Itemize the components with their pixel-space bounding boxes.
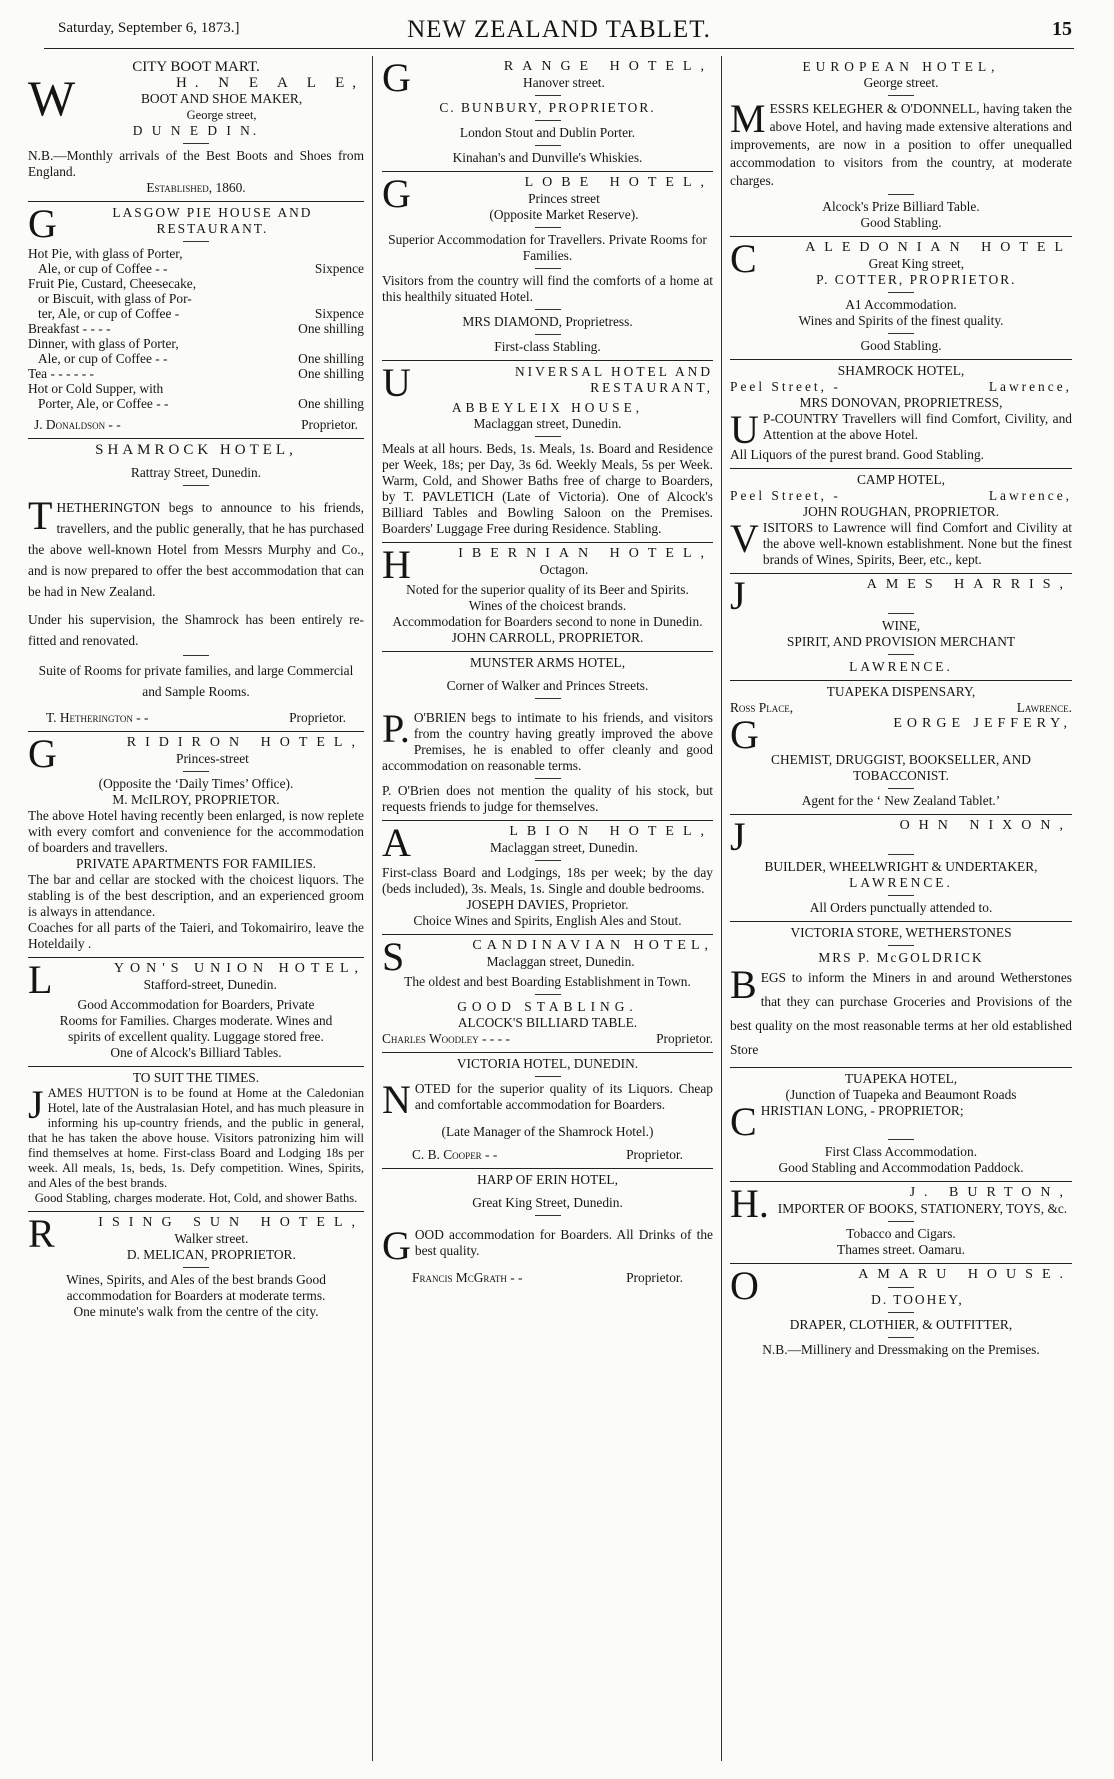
drop-cap: G bbox=[28, 201, 57, 246]
proprietor-name: Charles Woodley - - - - bbox=[382, 1031, 510, 1046]
divider bbox=[535, 778, 561, 779]
menu-price: One shilling bbox=[298, 366, 364, 381]
ad-tuapeka-hotel bbox=[730, 1068, 1072, 1182]
ad-header: TO SUIT THE TIMES. bbox=[132, 1070, 260, 1085]
drop-cap: R bbox=[28, 1211, 55, 1256]
ad-proprietor: JOHN ROUGHAN, PROPRIETOR. bbox=[802, 504, 1000, 519]
divider bbox=[888, 333, 914, 334]
ad-line: GOOD STABLING. bbox=[457, 999, 638, 1014]
column-3 bbox=[730, 56, 1072, 1761]
ad-body: Wines, Spirits, and Ales of the best brands Good accommodation for Boarders at moderate terms. bbox=[66, 1272, 326, 1303]
drop-cap: H bbox=[382, 542, 411, 587]
ad-line: ALCOCK'S BILLIARD TABLE. bbox=[457, 1015, 638, 1030]
drop-cap: W bbox=[28, 70, 76, 126]
divider bbox=[535, 268, 561, 269]
ad-street: Maclaggan street, Dunedin. bbox=[473, 416, 622, 431]
menu-item: ter, Ale, or cup of Coffee - bbox=[38, 306, 180, 321]
menu-item: or Biscuit, with glass of Por- bbox=[38, 291, 192, 306]
ad-street: George street. bbox=[863, 75, 939, 90]
divider bbox=[888, 292, 914, 293]
proprietor-line bbox=[28, 417, 364, 433]
ad-street: Princes street bbox=[528, 191, 600, 206]
divider bbox=[535, 145, 561, 146]
menu-item: Dinner, with glass of Porter, bbox=[28, 336, 179, 351]
ad-body: The oldest and best Boarding Establishment in Town. bbox=[404, 974, 691, 989]
drop-cap: U bbox=[382, 360, 411, 405]
divider bbox=[183, 1267, 209, 1268]
ad-hibernian-hotel bbox=[382, 543, 713, 652]
drop-cap: G bbox=[730, 712, 759, 757]
price-row bbox=[28, 321, 364, 336]
proprietor-line bbox=[382, 1147, 713, 1163]
ad-body: P. O'Brien does not mention the quality of his stock, but requests friends to judge for themselves. bbox=[382, 783, 713, 814]
ad-title: RIDIRON HOTEL, bbox=[126, 735, 364, 750]
ad-line: SPIRIT, AND PROVISION MERCHANT bbox=[786, 634, 1016, 649]
ad-proprietor: MRS DIAMOND, Proprietress. bbox=[462, 314, 633, 329]
drop-cap: C bbox=[730, 1099, 757, 1144]
divider bbox=[183, 655, 209, 656]
ad-title: TUAPEKA DISPENSARY, bbox=[826, 684, 976, 699]
ad-name: H. N E A L E, bbox=[175, 75, 364, 91]
drop-cap: T bbox=[28, 493, 53, 538]
town-name: Lawrence, bbox=[988, 488, 1072, 503]
ad-line: Accommodation for Boarders second to none in Dunedin. bbox=[392, 614, 703, 629]
divider bbox=[888, 895, 914, 896]
ad-body: Superior Accommodation for Travellers. Private Rooms for Families. bbox=[388, 232, 707, 263]
ad-european-hotel bbox=[730, 56, 1072, 237]
ad-street bbox=[730, 700, 1072, 716]
drop-cap: G bbox=[28, 731, 57, 776]
menu-item: Hot Pie, with glass of Porter, bbox=[28, 246, 183, 261]
ad-note: N.B.—Monthly arrivals of the Best Boots and Shoes from England. bbox=[28, 148, 364, 179]
ad-header: CITY BOOT MART. bbox=[132, 59, 260, 75]
drop-cap: J bbox=[28, 1082, 44, 1127]
ad-victoria-hotel bbox=[382, 1053, 713, 1169]
ad-munster-arms-hotel bbox=[382, 652, 713, 821]
ad-trade: IMPORTER OF BOOKS, STATIONERY, TOYS, &c. bbox=[777, 1201, 1068, 1216]
price-row bbox=[28, 351, 364, 366]
ad-line: Wines of the choicest brands. bbox=[468, 598, 627, 613]
column-rule bbox=[372, 56, 373, 1761]
ad-body: OOD accommodation for Boarders. All Drinks of the best quality. bbox=[414, 1227, 713, 1258]
menu-item: Hot or Cold Supper, with bbox=[28, 381, 164, 396]
proprietor-name: T. Hetherington - - bbox=[46, 710, 149, 725]
ad-house: ABBEYLEIX HOUSE, bbox=[451, 400, 644, 415]
proprietor-label: Proprietor. bbox=[626, 1147, 683, 1162]
ad-body: Good Accommodation for Boarders, Private Rooms for Families. Charges moderate. Wines and spirits of excellent quality. Luggage stored free. One of Alcock's Billiard Tables. bbox=[59, 997, 333, 1060]
proprietor-label: Proprietor. bbox=[626, 1270, 683, 1285]
drop-cap: G bbox=[382, 171, 411, 216]
price-row bbox=[28, 246, 364, 261]
ad-street: Maclaggan street, Dunedin. bbox=[486, 954, 635, 969]
ad-line: Good Stabling. bbox=[860, 338, 942, 353]
ad-lyons-union-hotel bbox=[28, 958, 364, 1067]
divider bbox=[535, 1076, 561, 1077]
ad-body: Good Stabling, charges moderate. Hot, Cold, and shower Baths. bbox=[34, 1191, 358, 1205]
divider bbox=[535, 227, 561, 228]
ad-shamrock-hotel bbox=[28, 439, 364, 732]
proprietor-label: Proprietor. bbox=[289, 710, 346, 725]
proprietor-line bbox=[28, 710, 364, 726]
masthead bbox=[44, 14, 1074, 49]
ad-line: Choice Wines and Spirits, English Ales and Stout. bbox=[413, 913, 682, 928]
town-name: Lawrence, bbox=[988, 379, 1072, 394]
ad-street: Great King Street, Dunedin. bbox=[472, 1195, 623, 1210]
ad-street: Maclaggan street, Dunedin. bbox=[489, 840, 638, 855]
ad-title: HARP OF ERIN HOTEL, bbox=[477, 1172, 618, 1187]
ad-body: ESSRS KELEGHER & O'DONNELL, having taken the above Hotel, and having made extensive alterations and improvements, are now in a position to offer unequalled accommodation to visitors from the country, at moderate charges. bbox=[730, 101, 1072, 188]
menu-price: Sixpence bbox=[314, 261, 364, 276]
price-row bbox=[28, 396, 364, 411]
ad-note: (Junction of Tuapeka and Beaumont Roads bbox=[785, 1087, 1017, 1102]
ad-proprietor: P. COTTER, PROPRIETOR. bbox=[816, 272, 1017, 287]
page-number: 15 bbox=[1052, 18, 1072, 40]
ad-to-suit-the-times bbox=[28, 1067, 364, 1212]
divider bbox=[535, 994, 561, 995]
ad-street bbox=[730, 488, 1072, 504]
ad-line: Wines and Spirits of the finest quality. bbox=[798, 313, 1004, 328]
ad-body: EGS to inform the Miners in and around Wetherstones that they can purchase Groceries and Provisions of the best quality on the most reasonable terms at her old established Store bbox=[730, 970, 1072, 1057]
ad-title: ALEDONIAN HOTEL bbox=[805, 240, 1072, 255]
ad-title: CAMP HOTEL, bbox=[856, 472, 946, 487]
divider bbox=[183, 771, 209, 772]
ad-proprietor: JOSEPH DAVIES, Proprietor. bbox=[466, 897, 629, 912]
ad-subhead: PRIVATE APARTMENTS FOR FAMILIES. bbox=[75, 856, 317, 871]
ad-name: MRS P. McGOLDRICK bbox=[818, 950, 984, 965]
ad-trade: BUILDER, WHEELWRIGHT & UNDERTAKER, bbox=[764, 859, 1038, 874]
ad-body: Meals at all hours. Beds, 1s. Meals, 1s. Board and Residence per Week, 18s; per Day, 3s 6d. Weekly Meals, 5s per Week. Warm, Cold, and Shower Baths free of charge to Boarders, by T. PAVLETICH (Late of Victoria). One of Alcock's Billiard Tables and Bowling Saloon on the Premises. Boarders' Luggage Free during Residence. Stabling. bbox=[382, 441, 713, 536]
ad-name: EORGE JEFFERY, bbox=[893, 716, 1072, 731]
menu-price: One shilling bbox=[298, 351, 364, 366]
ad-body: HETHERINGTON begs to announce to his friends, travellers, and the public generally, that he has purchased the above well-known Hotel from Messrs Murphy and Co., and is now prepared to offer the best accommodation that can be had in New Zealand. bbox=[28, 500, 364, 599]
divider bbox=[888, 854, 914, 855]
price-row bbox=[28, 366, 364, 381]
ad-body: ISITORS to Lawrence will find Comfort and Civility at the above well-known establishment. None but the finest brands of Wines, Spirits, Beer, etc., kept. bbox=[762, 520, 1072, 567]
ad-glasgow-pie-house bbox=[28, 202, 364, 439]
issue-date: Saturday, September 6, 1873.] bbox=[58, 20, 240, 36]
ad-albion-hotel bbox=[382, 821, 713, 935]
ad-title: ISING SUN HOTEL, bbox=[98, 1215, 364, 1230]
divider bbox=[535, 436, 561, 437]
ad-title: LBION HOTEL, bbox=[509, 824, 713, 839]
ad-line: Good Stabling and Accommodation Paddock. bbox=[778, 1160, 1024, 1175]
ad-body: AMES HUTTON is to be found at Home at the Caledonian Hotel, late of the Australasian Hotel, and has much pleasure in informing his up-country friends, and the public in general, that he has taken the above house. Visitors patronizing him will find themselves at home. First-class Board and Lodging 18s per week. All meals, 1s, beds, 1s. Defy competition. Wines, Spirits, and Ales of the best brands. bbox=[28, 1086, 364, 1190]
divider bbox=[535, 860, 561, 861]
ad-proprietor: JOHN CARROLL, PROPRIETOR. bbox=[451, 630, 644, 645]
menu-item: Tea - - - - - - bbox=[28, 366, 94, 381]
ad-title: SHAMROCK HOTEL, bbox=[95, 442, 297, 458]
price-list bbox=[28, 246, 364, 411]
drop-cap: B bbox=[730, 962, 757, 1007]
ad-title: J. BURTON, bbox=[909, 1185, 1072, 1200]
ad-street: George street, bbox=[186, 108, 257, 122]
column-1 bbox=[28, 56, 364, 1761]
price-row bbox=[28, 306, 364, 321]
proprietor-line bbox=[382, 1031, 713, 1047]
divider bbox=[888, 1337, 914, 1338]
ad-title: IBERNIAN HOTEL, bbox=[458, 546, 713, 561]
divider bbox=[183, 241, 209, 242]
newspaper-title: NEW ZEALAND TABLET. bbox=[407, 16, 711, 43]
ad-scandinavian-hotel bbox=[382, 935, 713, 1053]
proprietor-label: Proprietor. bbox=[656, 1031, 713, 1046]
divider bbox=[888, 1312, 914, 1313]
ad-title: SHAMROCK HOTEL, bbox=[837, 363, 965, 378]
divider bbox=[535, 698, 561, 699]
ad-street: Hanover street. bbox=[523, 75, 605, 90]
menu-item: Porter, Ale, or Coffee - - bbox=[38, 396, 169, 411]
ad-rising-sun-hotel bbox=[28, 1212, 364, 1325]
ad-line: Good Stabling. bbox=[860, 215, 942, 230]
ad-title: EUROPEAN HOTEL, bbox=[802, 59, 1000, 74]
divider bbox=[888, 1221, 914, 1222]
ad-proprietor: C. BUNBURY, PROPRIETOR. bbox=[439, 100, 656, 115]
ad-street: Princes-street bbox=[176, 751, 249, 766]
ad-proprietor: HRISTIAN LONG, - PROPRIETOR; bbox=[760, 1103, 964, 1118]
divider bbox=[535, 309, 561, 310]
ad-victoria-store bbox=[730, 922, 1072, 1068]
ad-body: O'BRIEN begs to intimate to his friends, and visitors from the country having greatly improved the above Premises, he is enabled to offer cleanly and good accommodation on reasonable terms. bbox=[382, 710, 713, 773]
ad-trade: BOOT AND SHOE MAKER, bbox=[141, 91, 303, 106]
drop-cap: S bbox=[382, 934, 405, 979]
divider bbox=[888, 945, 914, 946]
ad-line: (Late Manager of the Shamrock Hotel.) bbox=[441, 1124, 654, 1139]
ad-title: AMARU HOUSE. bbox=[858, 1267, 1072, 1282]
ad-oamaru-house bbox=[730, 1264, 1072, 1363]
ad-line: N.B.—Millinery and Dressmaking on the Premises. bbox=[762, 1342, 1040, 1357]
ad-body: Under his supervision, the Shamrock has been entirely re-fitted and renovated. bbox=[28, 612, 364, 648]
ad-line: WINE, bbox=[881, 618, 921, 633]
menu-price: One shilling bbox=[298, 321, 364, 336]
divider bbox=[888, 1287, 914, 1288]
ad-street: Rattray Street, Dunedin. bbox=[130, 465, 262, 480]
ad-j-burton bbox=[730, 1182, 1072, 1264]
ad-body: Noted for the superior quality of its Beer and Spirits. bbox=[406, 582, 689, 597]
drop-cap: U bbox=[730, 407, 759, 452]
column-2 bbox=[382, 56, 713, 1761]
ad-caledonian-hotel bbox=[730, 237, 1072, 360]
drop-cap: M bbox=[730, 96, 766, 141]
ad-street: Stafford-street, Dunedin. bbox=[143, 977, 277, 992]
ad-gridiron-hotel bbox=[28, 732, 364, 958]
menu-item: Fruit Pie, Custard, Cheesecake, bbox=[28, 276, 197, 291]
ad-body: All Liquors of the purest brand. Good Stabling. bbox=[730, 447, 985, 462]
divider bbox=[535, 334, 561, 335]
ad-line: Kinahan's and Dunville's Whiskies. bbox=[452, 150, 643, 165]
ad-line: First-class Stabling. bbox=[494, 339, 601, 354]
ad-established: Established, 1860. bbox=[146, 180, 246, 195]
ad-line: Agent for the ‘ New Zealand Tablet.’ bbox=[801, 793, 1001, 808]
proprietor-line bbox=[382, 1270, 713, 1286]
ad-line: Alcock's Prize Billiard Table. bbox=[822, 199, 980, 214]
ad-line: LAWRENCE. bbox=[849, 659, 953, 674]
ad-body: P-COUNTRY Travellers will find Comfort, Civility, and Attention at the above Hotel. bbox=[762, 411, 1072, 442]
proprietor-label: Proprietor. bbox=[301, 417, 358, 432]
ad-title: RANGE HOTEL, bbox=[503, 59, 713, 74]
ad-title: LASGOW PIE HOUSE AND RESTAURANT. bbox=[112, 205, 313, 236]
price-row bbox=[28, 276, 364, 291]
ad-line: Tobacco and Cigars. bbox=[846, 1226, 956, 1241]
ad-title: NIVERSAL HOTEL AND RESTAURANT, bbox=[514, 364, 713, 395]
menu-item: Ale, or cup of Coffee - - bbox=[38, 351, 168, 366]
ad-city-boot-mart bbox=[28, 56, 364, 202]
ad-title: TUAPEKA HOTEL, bbox=[844, 1071, 958, 1086]
street-name: Peel Street, - bbox=[730, 379, 841, 394]
ad-line: All Orders punctually attended to. bbox=[809, 900, 993, 915]
town-name: Lawrence. bbox=[1016, 700, 1072, 715]
drop-cap: N bbox=[382, 1077, 411, 1122]
proprietor-name: J. Donaldson - - bbox=[34, 417, 121, 432]
ad-trade: DRAPER, CLOTHIER, & OUTFITTER, bbox=[789, 1317, 1013, 1332]
ad-globe-hotel bbox=[382, 172, 713, 361]
ad-street: Walker street. bbox=[174, 1231, 249, 1246]
ad-street: Great King street, bbox=[868, 256, 965, 271]
ad-universal-hotel bbox=[382, 361, 713, 543]
ad-street bbox=[730, 379, 1072, 395]
ad-line: Thames street. Oamaru. bbox=[837, 1242, 965, 1257]
divider bbox=[888, 95, 914, 96]
divider bbox=[183, 143, 209, 144]
ad-proprietor: D. TOOHEY, bbox=[871, 1292, 964, 1307]
drop-cap: P. bbox=[382, 706, 410, 751]
ad-line: London Stout and Dublin Porter. bbox=[459, 125, 636, 140]
drop-cap: A bbox=[382, 820, 411, 865]
ad-title: OHN NIXON, bbox=[899, 818, 1072, 833]
ad-proprietor: M. McILROY, PROPRIETOR. bbox=[112, 792, 280, 807]
divider bbox=[888, 613, 914, 614]
drop-cap: L bbox=[28, 957, 53, 1002]
ad-trade: CHEMIST, DRUGGIST, BOOKSELLER, AND TOBACCONIST. bbox=[771, 752, 1031, 783]
ad-note: (Opposite the ‘Daily Times’ Office). bbox=[98, 776, 294, 791]
price-row bbox=[28, 261, 364, 276]
ad-body: Suite of Rooms for private families, and large Commercial and Sample Rooms. bbox=[38, 663, 354, 699]
divider bbox=[535, 95, 561, 96]
ad-body: Visitors from the country will find the comforts of a home at this healthily situated Hotel. bbox=[382, 273, 713, 304]
drop-cap: V bbox=[730, 516, 759, 561]
divider bbox=[888, 1139, 914, 1140]
ad-body: One minute's walk from the centre of the city. bbox=[73, 1304, 319, 1319]
column-rule bbox=[721, 56, 722, 1761]
ad-note: (Opposite Market Reserve). bbox=[489, 207, 639, 222]
menu-price: One shilling bbox=[298, 396, 364, 411]
drop-cap: C bbox=[730, 236, 757, 281]
menu-item: Breakfast - - - - bbox=[28, 321, 111, 336]
ad-title: YON'S UNION HOTEL, bbox=[113, 961, 364, 976]
ad-title: AMES HARRIS, bbox=[866, 577, 1072, 592]
ad-title: CANDINAVIAN HOTEL, bbox=[472, 938, 713, 953]
ad-grange-hotel bbox=[382, 56, 713, 172]
divider bbox=[888, 788, 914, 789]
ad-city: D U N E D I N. bbox=[132, 123, 260, 138]
ad-body: The above Hotel having recently been enlarged, is now replete with every comfort and convenience for the accommodation of boarders and travellers. bbox=[28, 808, 364, 855]
proprietor-name: C. B. Cooper - - bbox=[412, 1147, 498, 1162]
divider bbox=[183, 485, 209, 486]
drop-cap: J bbox=[730, 814, 746, 859]
ad-body: Coaches for all parts of the Taieri, and Tokomairiro, leave the Hoteldaily . bbox=[28, 920, 364, 951]
menu-item: Ale, or cup of Coffee - - bbox=[38, 261, 168, 276]
price-row bbox=[28, 381, 364, 396]
drop-cap: H. bbox=[730, 1181, 769, 1226]
ad-proprietor: MRS DONOVAN, PROPRIETRESS, bbox=[799, 395, 1003, 410]
price-row bbox=[28, 336, 364, 351]
ad-james-harris bbox=[730, 574, 1072, 681]
ad-harp-of-erin-hotel bbox=[382, 1169, 713, 1291]
ad-title: VICTORIA STORE, WETHERSTONES bbox=[790, 925, 1012, 940]
ad-camp-hotel bbox=[730, 469, 1072, 574]
ad-line: First Class Accommodation. bbox=[824, 1144, 978, 1159]
menu-price: Sixpence bbox=[314, 306, 364, 321]
divider bbox=[888, 654, 914, 655]
drop-cap: G bbox=[382, 55, 411, 100]
divider bbox=[535, 1215, 561, 1216]
ad-line: A1 Accommodation. bbox=[845, 297, 957, 312]
ad-john-nixon bbox=[730, 815, 1072, 922]
ad-line: LAWRENCE. bbox=[849, 875, 953, 890]
price-row bbox=[28, 291, 364, 306]
divider bbox=[888, 194, 914, 195]
ad-title: LOBE HOTEL, bbox=[524, 175, 713, 190]
ad-street: Corner of Walker and Princes Streets. bbox=[446, 678, 649, 693]
ad-body: OTED for the superior quality of its Liquors. Cheap and comfortable accommodation for Boarders. bbox=[414, 1081, 713, 1112]
ad-street: Octagon. bbox=[539, 562, 589, 577]
drop-cap: J bbox=[730, 573, 746, 618]
drop-cap: O bbox=[730, 1263, 759, 1308]
ad-title: MUNSTER ARMS HOTEL, bbox=[469, 655, 626, 670]
ad-tuapeka-dispensary bbox=[730, 681, 1072, 815]
ad-title: VICTORIA HOTEL, DUNEDIN. bbox=[456, 1056, 639, 1071]
ad-body: The bar and cellar are stocked with the choicest liquors. The stabling is of the best description, and an experienced groom is always in attendance. bbox=[28, 872, 364, 919]
proprietor-name: Francis McGrath - - bbox=[412, 1270, 523, 1285]
divider bbox=[535, 120, 561, 121]
ad-shamrock-hotel-lawrence bbox=[730, 360, 1072, 469]
street-name: Ross Place, bbox=[730, 700, 794, 715]
ad-proprietor: D. MELICAN, PROPRIETOR. bbox=[126, 1247, 296, 1262]
drop-cap: G bbox=[382, 1223, 411, 1268]
ad-body: First-class Board and Lodgings, 18s per week; by the day (beds included), 3s. Meals, 1s. Single and double bedrooms. bbox=[382, 865, 713, 896]
street-name: Peel Street, - bbox=[730, 488, 841, 503]
